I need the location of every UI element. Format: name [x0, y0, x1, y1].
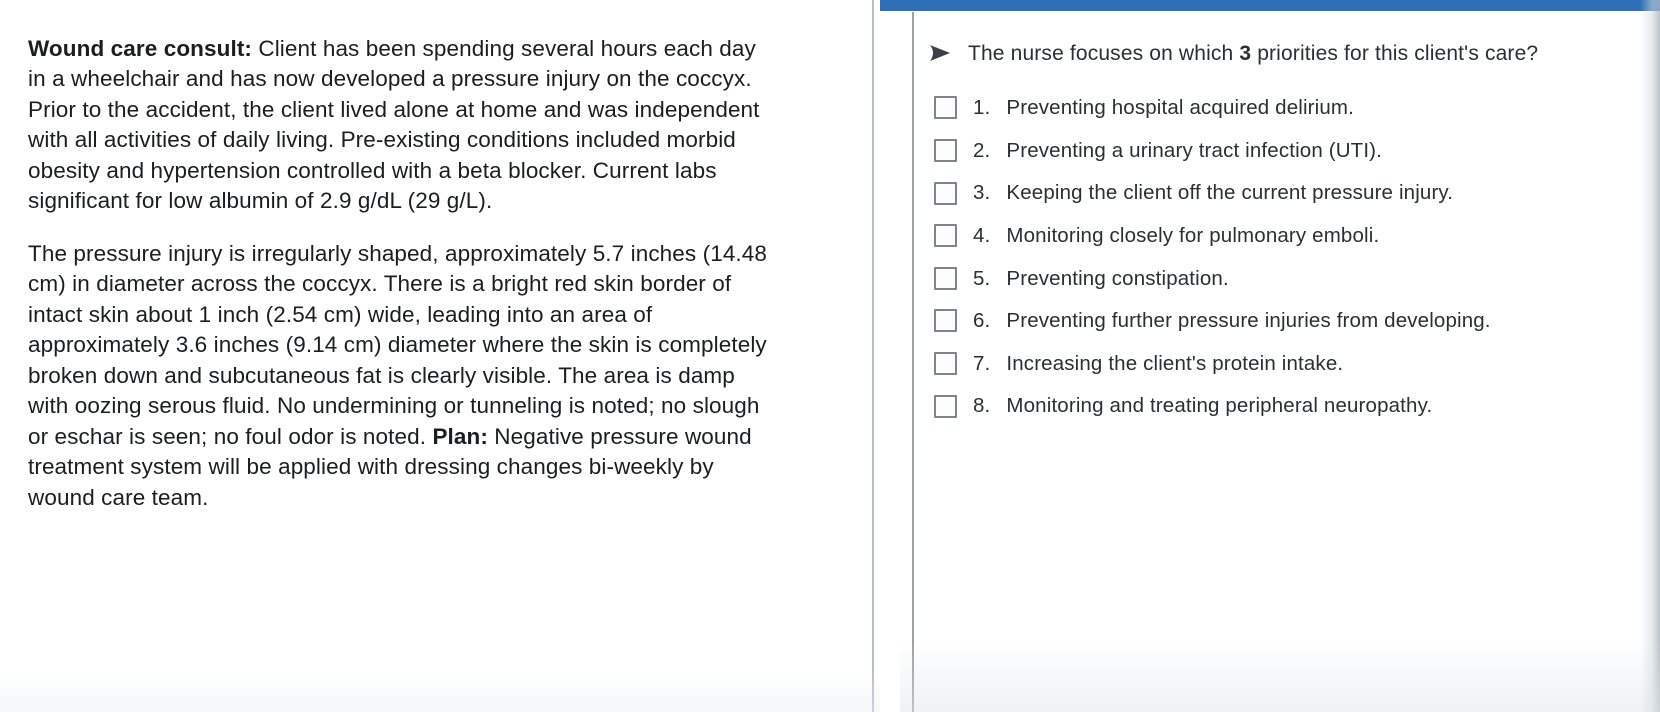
answer-option-4[interactable] [934, 223, 1630, 249]
answer-option-6[interactable] [934, 308, 1630, 334]
answer-option-6-label: Preventing further pressure injuries from developing. [1006, 309, 1491, 333]
answer-option-7[interactable] [934, 351, 1630, 377]
case-study-paragraph-2 [28, 239, 776, 513]
answer-option-6-number: 6. [973, 309, 991, 333]
pane-divider-left [872, 0, 874, 712]
checkbox-icon-2[interactable] [934, 139, 957, 162]
answer-option-4-number: 4. [973, 223, 991, 247]
case-study-paragraph-1-body: Client has been spending several hours each day in a wheelchair and has now developed a pressure injury on the coccyx. Prior to the accident, the client lived alone at home and was independent with all activities of daily living. Pre-existing conditions included morbid obesity and hypertension controlled with a beta blocker. Current labs significant for low albumin of 2.9 g/dL (29 g/L). [28, 36, 760, 214]
arrow-right-icon [928, 42, 954, 69]
checkbox-icon-5[interactable] [934, 267, 957, 290]
answer-option-2-label: Preventing a urinary tract infection (UTI). [1006, 138, 1382, 162]
answer-option-1-number: 1. [973, 96, 991, 119]
question-prompt [968, 40, 1538, 67]
answer-option-5-number: 5. [973, 266, 991, 290]
answer-option-4-label: Monitoring closely for pulmonary emboli. [1006, 223, 1380, 247]
checkbox-icon-6[interactable] [934, 309, 957, 332]
answer-option-7-label: Increasing the client's protein intake. [1006, 351, 1344, 375]
checkbox-icon-7[interactable] [934, 352, 957, 375]
question-prompt-before: The nurse focuses on which [968, 42, 1240, 65]
answer-option-8-label: Monitoring and treating peripheral neuropathy. [1006, 394, 1433, 418]
checkbox-icon-1[interactable] [934, 96, 957, 119]
wound-care-consult-label: Wound care consult: [28, 36, 252, 61]
answer-option-7-number: 7. [973, 351, 991, 375]
question-prompt-after: priorities for this client's care? [1251, 42, 1539, 65]
checkbox-icon-4[interactable] [934, 224, 957, 247]
answer-option-1-label: Preventing hospital acquired delirium. [1006, 96, 1354, 119]
answer-option-3-label: Keeping the client off the current pressure injury. [1006, 181, 1454, 205]
answer-option-5-label: Preventing constipation. [1006, 266, 1229, 290]
answer-option-8[interactable] [934, 393, 1630, 419]
answer-option-3[interactable] [934, 180, 1630, 206]
question-pane [880, 0, 1660, 712]
answer-options-list [928, 95, 1630, 419]
answer-option-5[interactable] [934, 266, 1630, 292]
answer-option-2[interactable] [934, 138, 1630, 164]
case-study-paragraph-1 [28, 34, 776, 217]
answer-option-8-number: 8. [973, 394, 991, 418]
question-prompt-row [928, 40, 1630, 69]
case-study-paragraph-2-body-a: The pressure injury is irregularly shaped, approximately 5.7 inches (14.48 cm) in diameter across the coccyx. There is a bright red skin border of intact skin about 1 inch (2.54 cm) wide, leading into an area of approximately 3.6 inches (9.14 cm) diameter where the skin is completely broken down and subcutaneous fat is clearly visible. The area is damp with oozing serous fluid. No undermining or tunneling is noted; no slough or eschar is seen; no foul odor is noted. [28, 240, 768, 449]
checkbox-icon-3[interactable] [934, 182, 957, 205]
answer-option-1[interactable] [934, 95, 1630, 121]
case-study-paragraph-2-body-b: Negative pressure wound treatment system will be applied with dressing changes bi-weekly by wound care team. [28, 423, 752, 510]
plan-label: Plan: [432, 423, 488, 449]
answer-option-3-number: 3. [973, 181, 991, 205]
question-prompt-count: 3 [1239, 42, 1252, 65]
answer-option-2-number: 2. [973, 138, 991, 162]
checkbox-icon-8[interactable] [934, 395, 957, 418]
